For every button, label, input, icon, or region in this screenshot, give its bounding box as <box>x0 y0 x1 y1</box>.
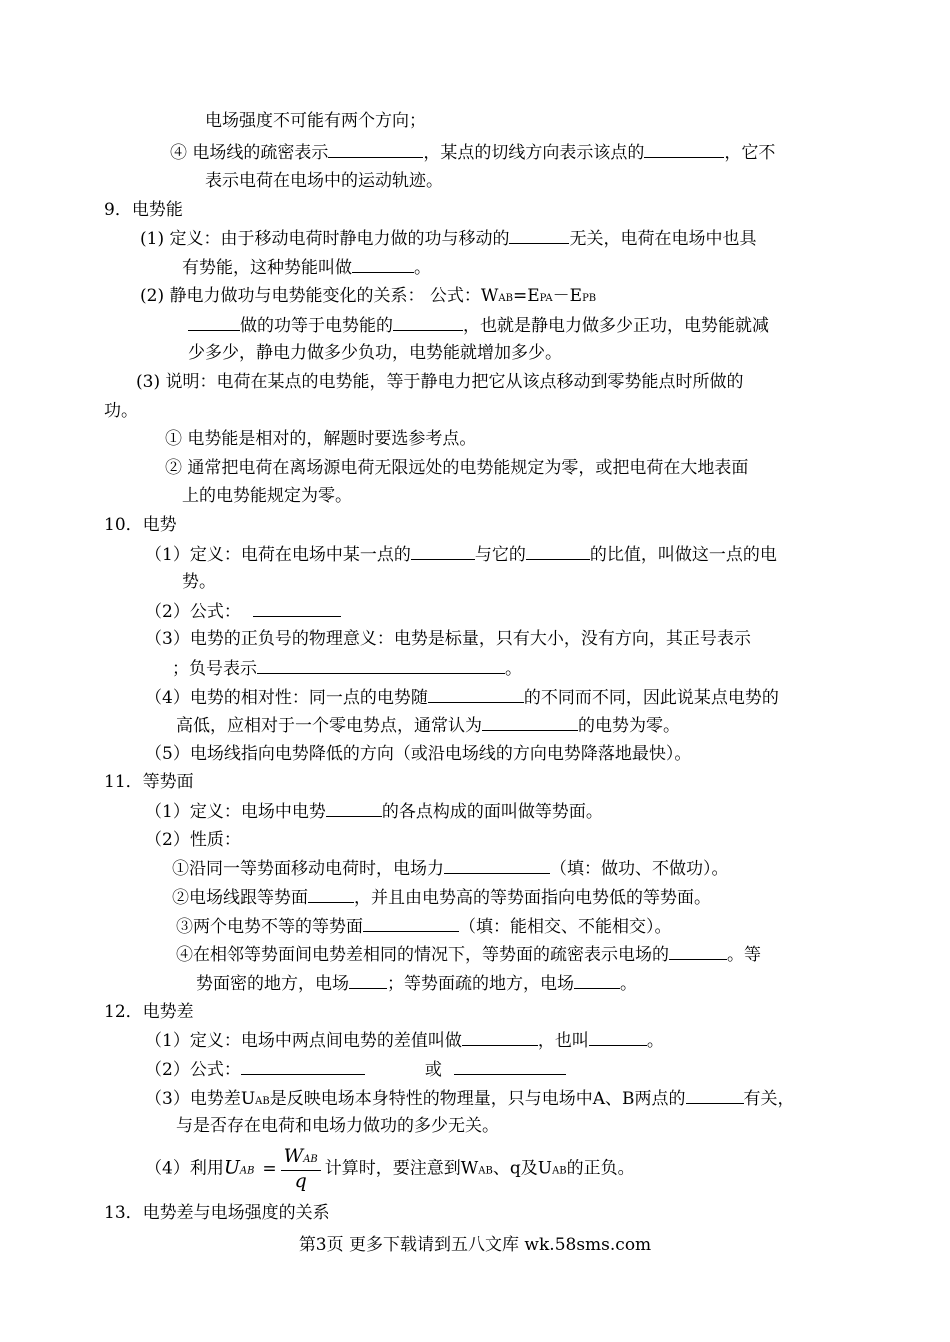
text-line: （3）电势差UAB是反映电场本身特性的物理量，只与电场中A、B两点的 有关， <box>145 1089 795 1109</box>
section-heading: 9．电势能 <box>104 200 183 220</box>
text-line: (3) 说明：电荷在某点的电势能，等于静电力把它从该点移动到零势能点时所做的 <box>136 372 744 392</box>
text-line: 表示电荷在电场中的运动轨迹。 <box>205 171 443 191</box>
fill-blank[interactable] <box>308 886 354 903</box>
fill-blank[interactable] <box>188 314 240 331</box>
fill-blank[interactable] <box>411 543 475 560</box>
fill-blank[interactable] <box>241 1058 365 1075</box>
text-line: （1）定义：电荷在电场中某一点的 与它的 的比值，叫做这一点的电 <box>145 545 777 565</box>
text-line: （1）定义：电场中电势 的各点构成的面叫做等势面。 <box>145 802 603 822</box>
fill-blank[interactable] <box>589 1029 647 1046</box>
text-line: ① 电势能是相对的，解题时要选参考点。 <box>165 429 477 449</box>
text-line: 少多少，静电力做多少负功，电势能就增加多少。 <box>188 343 562 363</box>
fill-blank[interactable] <box>444 857 550 874</box>
section-heading: 10．电势 <box>104 515 177 535</box>
text-line: ④在相邻等势面间电势差相同的情况下，等势面的疏密表示电场的 。等 <box>176 945 761 965</box>
text-line: （2）公式： <box>145 600 341 623</box>
page-footer: 第3页 更多下载请到五八文库 wk.58sms.com <box>298 1235 652 1255</box>
fill-blank[interactable] <box>454 1058 566 1075</box>
text-line: ②电场线跟等势面 ，并且由电势高的等势面指向电势低的等势面。 <box>172 888 711 908</box>
fill-blank[interactable] <box>352 256 414 273</box>
fill-blank[interactable] <box>428 686 524 703</box>
fill-blank[interactable] <box>669 943 727 960</box>
fill-blank[interactable] <box>686 1087 744 1104</box>
text-line: 上的电势能规定为零。 <box>182 486 352 506</box>
text-line: 高低，应相对于一个零电势点，通常认为 的电势为零。 <box>176 716 680 736</box>
text-line: ；负号表示 。 <box>172 659 522 679</box>
fill-blank[interactable] <box>257 657 505 674</box>
fraction <box>281 1146 321 1192</box>
text-line: 势。 <box>182 572 216 592</box>
text-line: （3）电势的正负号的物理意义：电势是标量，只有大小，没有方向，其正号表示 <box>145 629 751 649</box>
text-line: 与是否存在电荷和电场力做功的多少无关。 <box>176 1116 499 1136</box>
text-line: 做的功等于电势能的 ，也就是静电力做多少正功，电势能就减 <box>188 314 769 337</box>
text-line: （2）公式： 或 <box>145 1058 566 1081</box>
text-line: 势面密的地方，电场 ；等势面疏的地方，电场 。 <box>196 974 637 994</box>
fill-blank[interactable] <box>462 1029 538 1046</box>
fill-blank[interactable] <box>328 141 423 158</box>
fill-blank[interactable] <box>644 141 724 158</box>
fill-blank[interactable] <box>526 543 590 560</box>
fill-blank[interactable] <box>253 600 341 617</box>
fill-blank[interactable] <box>482 714 578 731</box>
text-line: （5）电场线指向电势降低的方向（或沿电场线的方向电势降落地最快）。 <box>145 744 692 764</box>
text-line: ③两个电势不等的等势面 （填：能相交、不能相交）。 <box>176 917 672 937</box>
text-line: ④ 电场线的疏密表示 ，某点的切线方向表示该点的 ，它不 <box>170 143 776 163</box>
section-heading: 12．电势差 <box>104 1002 194 1022</box>
fill-blank[interactable] <box>326 800 382 817</box>
formula-line: （4）利用UAB = $\frac{\text{WAB}}{q}$ 计算时，要注意到WAB、q及UAB的正负。 <box>145 1145 635 1192</box>
fraction-denominator: q <box>294 1170 307 1192</box>
text-line: 电场强度不可能有两个方向； <box>205 111 426 131</box>
text-line: (2) 静电力做功与电势能变化的关系： 公式：WAB=EPA－EPB <box>140 286 597 306</box>
fill-blank[interactable] <box>363 915 459 932</box>
text-line: 有势能，这种势能叫做 。 <box>182 258 431 278</box>
text-line: ② 通常把电荷在离场源电荷无限远处的电势能规定为零，或把电荷在大地表面 <box>165 458 749 478</box>
text-line: （4）电势的相对性：同一点的电势随 的不同而不同，因此说某点电势的 <box>145 688 779 708</box>
text-line: 功。 <box>104 401 138 421</box>
text-line: ①沿同一等势面移动电荷时，电场力 （填：做功、不做功）。 <box>172 859 729 879</box>
fill-blank[interactable] <box>509 227 569 244</box>
text-line: （1）定义：电场中两点间电势的差值叫做 ，也叫 。 <box>145 1031 664 1051</box>
section-heading: 13．电势差与电场强度的关系 <box>104 1203 330 1223</box>
fill-blank[interactable] <box>574 972 620 989</box>
fill-blank[interactable] <box>393 314 463 331</box>
text-line: (1) 定义：由于移动电荷时静电力做的功与移动的 无关，电荷在电场中也具 <box>140 229 757 249</box>
text-line: （2）性质： <box>145 830 241 850</box>
fraction-numerator: WAB <box>281 1146 321 1171</box>
fill-blank[interactable] <box>349 972 387 989</box>
section-heading: 11．等势面 <box>104 772 194 792</box>
